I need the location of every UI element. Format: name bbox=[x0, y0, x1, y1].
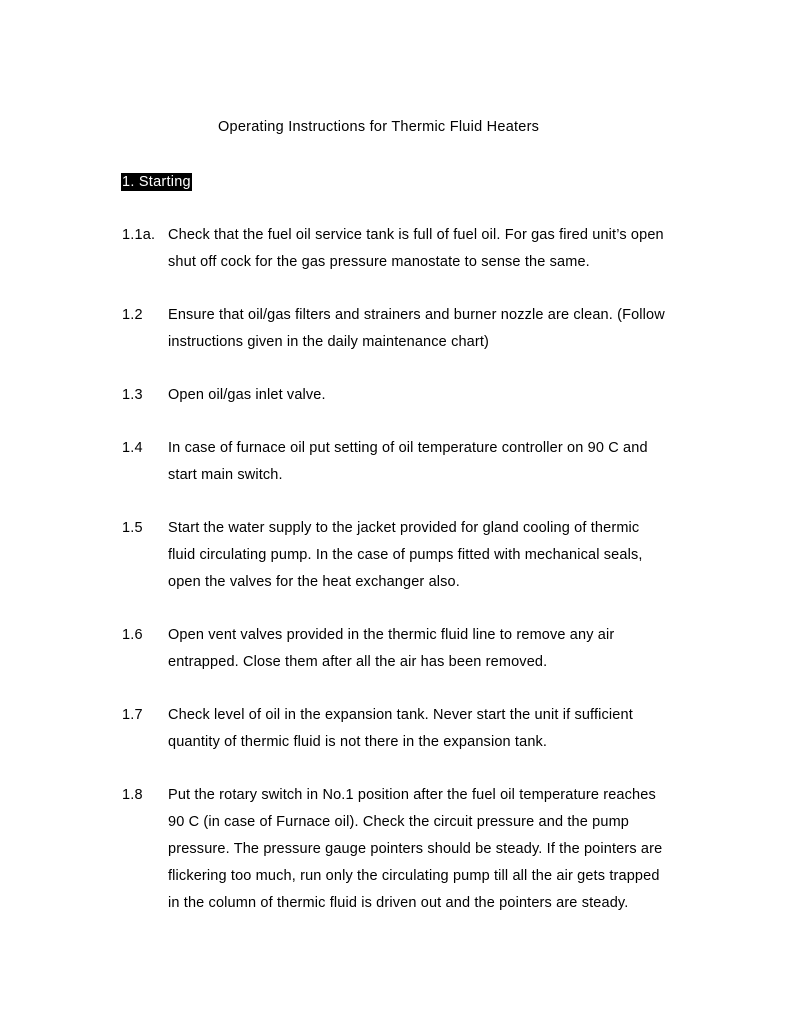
instruction-line: 90 C (in case of Furnace oil). Check the circuit pressure and the pump bbox=[168, 814, 630, 830]
instruction-line: shut off cock for the gas pressure manostate to sense the same. bbox=[168, 254, 590, 270]
instruction-number: 1.1a. bbox=[122, 227, 156, 243]
instruction-item bbox=[122, 382, 722, 409]
instruction-line: Put the rotary switch in No.1 position after the fuel oil temperature reaches bbox=[168, 787, 656, 803]
instruction-number: 1.5 bbox=[122, 520, 143, 536]
instruction-text bbox=[168, 782, 722, 917]
instruction-text bbox=[168, 222, 722, 276]
instruction-line: start main switch. bbox=[168, 467, 283, 483]
instruction-number: 1.8 bbox=[122, 787, 143, 803]
instruction-line: Open vent valves provided in the thermic fluid line to remove any air bbox=[168, 627, 615, 643]
instruction-text bbox=[168, 382, 722, 409]
instruction-line: quantity of thermic fluid is not there in the expansion tank. bbox=[168, 734, 548, 750]
instruction-number: 1.3 bbox=[122, 387, 143, 403]
instruction-line: flickering too much, run only the circulating pump till all the air gets trapped bbox=[168, 868, 660, 884]
instruction-item bbox=[122, 222, 722, 276]
instruction-line: entrapped. Close them after all the air has been removed. bbox=[168, 654, 548, 670]
instruction-line: Start the water supply to the jacket provided for gland cooling of thermic bbox=[168, 520, 640, 536]
section-heading: 1. Starting bbox=[122, 174, 191, 190]
instruction-line: Check that the fuel oil service tank is full of fuel oil. For gas fired unit’s open bbox=[168, 227, 664, 243]
instruction-text bbox=[168, 622, 722, 676]
instruction-list bbox=[122, 222, 722, 943]
instruction-line: pressure. The pressure gauge pointers should be steady. If the pointers are bbox=[168, 841, 663, 857]
instruction-text bbox=[168, 702, 722, 756]
instruction-line: fluid circulating pump. In the case of pumps fitted with mechanical seals, bbox=[168, 547, 643, 563]
instruction-line: in the column of thermic fluid is driven out and the pointers are steady. bbox=[168, 895, 629, 911]
instruction-number: 1.7 bbox=[122, 707, 143, 723]
instruction-text bbox=[168, 515, 722, 596]
document-title: Operating Instructions for Thermic Fluid Heaters bbox=[218, 119, 540, 135]
instruction-line: Open oil/gas inlet valve. bbox=[168, 387, 326, 403]
instruction-number: 1.6 bbox=[122, 627, 143, 643]
instruction-item bbox=[122, 782, 722, 917]
instruction-item bbox=[122, 302, 722, 356]
instruction-line: instructions given in the daily maintenance chart) bbox=[168, 334, 490, 350]
instruction-item bbox=[122, 622, 722, 676]
instruction-text bbox=[168, 302, 722, 356]
instruction-text bbox=[168, 435, 722, 489]
instruction-item bbox=[122, 702, 722, 756]
instruction-item bbox=[122, 435, 722, 489]
instruction-number: 1.4 bbox=[122, 440, 143, 456]
instruction-item bbox=[122, 515, 722, 596]
instruction-number: 1.2 bbox=[122, 307, 143, 323]
instruction-line: Ensure that oil/gas filters and strainers and burner nozzle are clean. (Follow bbox=[168, 307, 665, 323]
instruction-line: open the valves for the heat exchanger also. bbox=[168, 574, 460, 590]
instruction-line: Check level of oil in the expansion tank. Never start the unit if sufficient bbox=[168, 707, 633, 723]
instruction-line: In case of furnace oil put setting of oil temperature controller on 90 C and bbox=[168, 440, 648, 456]
